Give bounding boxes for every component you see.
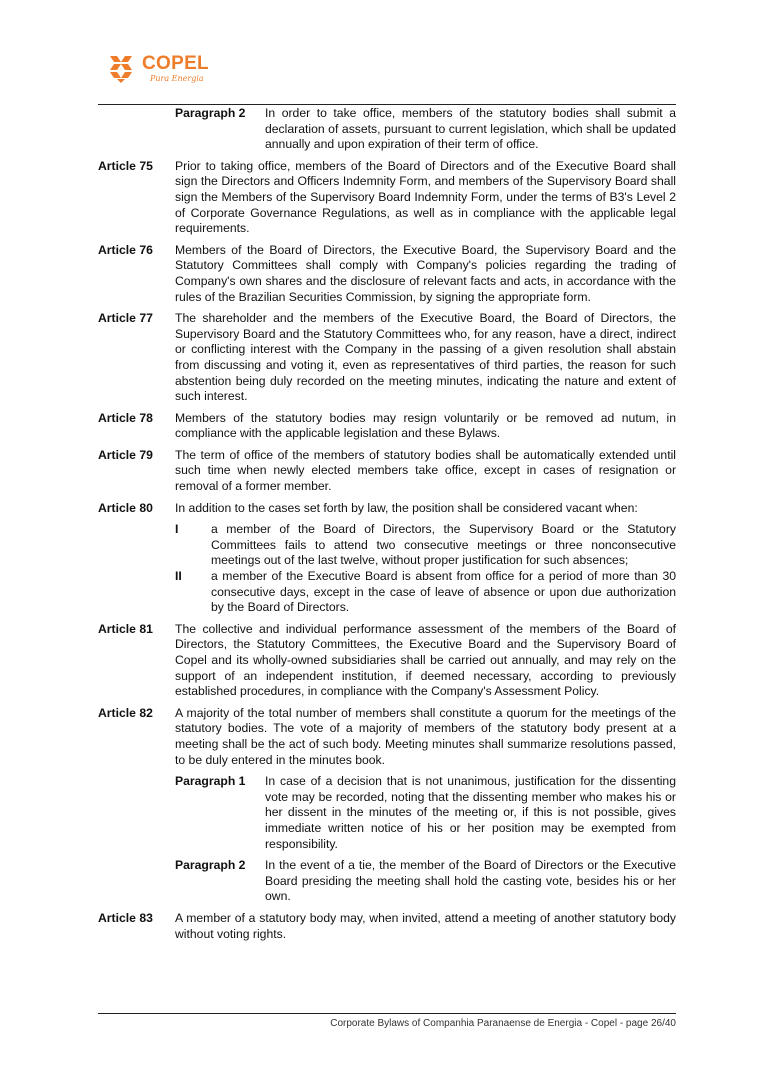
logo-text: [142, 54, 209, 84]
list-item: [175, 569, 676, 616]
paragraph-text: In case of a decision that is not unanimous, justification for the dissenting vote may be recorded, noting that the dissenting member who makes his or her dissent in the minutes of the meeting or, if this is not possible, gives immediate written notice of his or her position may be exempted from responsibility.: [265, 774, 676, 851]
article-82: [98, 706, 676, 768]
item-text: a member of the Executive Board is absent from office for a period of more than 30 consecutive days, except in the case of leave of absence or upon due authorization by the Board of Directors.: [211, 569, 676, 615]
article-text: A member of a statutory body may, when invited, attend a meeting of another statutory body without voting rights.: [175, 910, 676, 941]
article-label: Article 78: [98, 410, 153, 425]
article-label: Article 80: [98, 500, 153, 515]
article-81: [98, 622, 676, 700]
article-80-items: [98, 522, 676, 616]
article-79: [98, 448, 676, 495]
article-76: [98, 243, 676, 305]
item-text: a member of the Board of Directors, the Supervisory Board or the Statutory Committees fails to attend two consecutive meetings or three nonconsecutive meetings out of the last twelve, without proper justification for such absences;: [211, 522, 676, 568]
article-77: [98, 311, 676, 405]
article-label: Article 82: [98, 705, 153, 720]
article-78: [98, 411, 676, 442]
copel-logo: [108, 54, 209, 84]
page-footer: Corporate Bylaws of Companhia Paranaense de Energia - Copel - page 26/40: [330, 1018, 676, 1029]
article-text: The term of office of the members of statutory bodies shall be automatically extended until such time when newly elected members take office, except in cases of resignation or removal of a former member.: [175, 447, 676, 494]
article-80: [98, 501, 676, 616]
article-label: Article 75: [98, 158, 153, 173]
bylaws-content: [98, 106, 676, 948]
logo-tagline: Pura Energia: [150, 74, 204, 83]
header-divider: [98, 104, 676, 105]
list-item: [175, 522, 676, 569]
article-text: The collective and individual performance assessment of the members of the Board of Directors, the Statutory Committees, the Executive Board and the Supervisory Board of Copel and its wholly-owned subsidiaries shall be carried out annually, and may rely on the support of an independent institution, if deemed necessary, according to previously established procedures, in compliance with the Company's Assessment Policy.: [175, 621, 676, 699]
article-75: [98, 159, 676, 237]
article-text: The shareholder and the members of the Executive Board, the Board of Directors, the Supervisory Board and the Statutory Committees who, for any reason, have a direct, indirect or conflicting interest with the Company in the passing of a given resolution shall abstain from discussing and voting it, even as representatives of third parties, the reason for such abstention being duly recorded on the meeting minutes, indicating the nature and extent of such interest.: [175, 311, 676, 404]
paragraph-block: [175, 858, 676, 905]
article-text: Prior to taking office, members of the Board of Directors and of the Executive Board shall sign the Directors and Officers Indemnity Form, and members of the Supervisory Board shall sign the Members of the Supervisory Board Indemnity Form, under the terms of B3's Level 2 of Corporate Governance Regulations, as well as in compliance with the applicable legal requirements.: [175, 158, 676, 236]
article-label: Article 81: [98, 621, 153, 636]
paragraph-label: Paragraph 2: [175, 106, 246, 120]
article-label: Article 77: [98, 311, 153, 326]
article-text: Members of the Board of Directors, the Executive Board, the Supervisory Board and the Statutory Committees shall comply with Company's policies regarding the trading of Company's own shares and the disclosure of relevant facts and acts, in accordance with the rules of the Brazilian Securities Commission, by signing the appropriate form.: [175, 242, 676, 304]
footer-divider: [98, 1013, 676, 1014]
paragraph-block: [175, 106, 676, 153]
paragraph-label: Paragraph 2: [175, 858, 246, 873]
paragraph-label: Paragraph 1: [175, 774, 246, 789]
item-label: I: [175, 522, 179, 537]
item-label: II: [175, 569, 182, 584]
article-text: In addition to the cases set forth by law, the position shall be considered vacant when:: [175, 500, 638, 515]
article-label: Article 76: [98, 242, 153, 257]
article-label: Article 83: [98, 910, 153, 925]
logo-name: COPEL: [142, 53, 209, 74]
article-text: Members of the statutory bodies may resign voluntarily or be removed ad nutum, in compliance with the applicable legislation and these Bylaws.: [175, 410, 676, 441]
article-text: A majority of the total number of members shall constitute a quorum for the meetings of the statutory bodies. The vote of a majority of members of the statutory body present at a meeting shall be the act of such body. Meeting minutes shall summarize resolutions passed, to be duly entered in the minutes book.: [175, 705, 676, 767]
article-label: Article 79: [98, 447, 153, 462]
copel-logo-icon: [108, 54, 138, 84]
article-83: [98, 911, 676, 942]
paragraph-text: In the event of a tie, the member of the Board of Directors or the Executive Board presiding the meeting shall hold the casting vote, besides his or her own.: [265, 858, 676, 904]
paragraph-block: [175, 774, 676, 852]
paragraph-text: In order to take office, members of the statutory bodies shall submit a declaration of assets, pursuant to current legislation, which shall be updated annually and upon expiration of their term of office.: [265, 106, 676, 152]
